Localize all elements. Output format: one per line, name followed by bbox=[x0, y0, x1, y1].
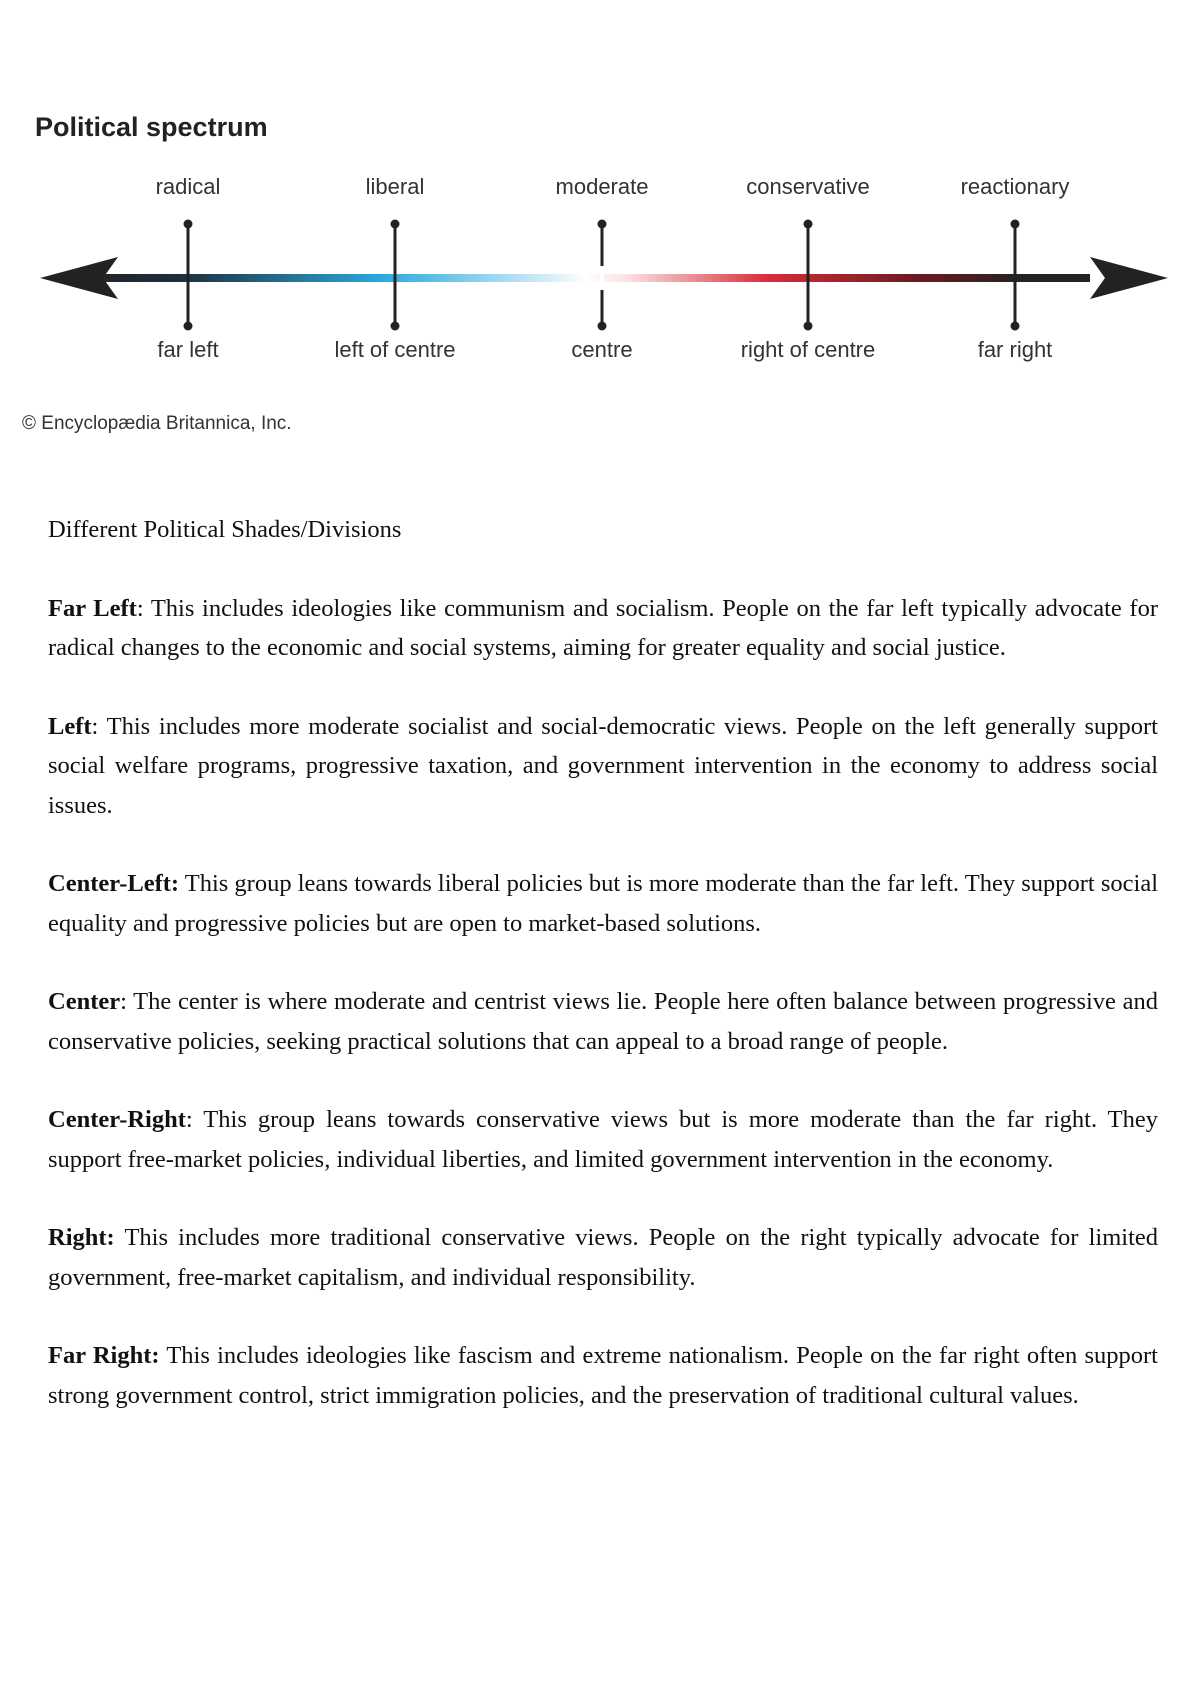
tick-dot-liberal-bottom bbox=[391, 322, 400, 331]
spectrum-diagram bbox=[0, 160, 1200, 380]
political-spectrum-figure bbox=[0, 0, 1200, 460]
definition-center-left: This group leans towards liberal policies but is more moderate than the far left. They support social equality and progressive policies but are open to market-based solutions. bbox=[48, 870, 1158, 937]
paragraph-center-right bbox=[48, 1100, 1158, 1179]
tick-dot-reactionary-bottom bbox=[1011, 322, 1020, 331]
label-reactionary: reactionary bbox=[960, 174, 1070, 199]
label-far-right: far right bbox=[977, 337, 1053, 362]
term-left: Left bbox=[48, 712, 92, 740]
term-right: Right: bbox=[48, 1224, 115, 1251]
definition-left: This includes more moderate socialist and social-democratic views. People on the left generally support social welfare programs, progressive taxation, and government intervention in the economy to address social issues. bbox=[48, 712, 1158, 819]
document-body bbox=[48, 510, 1158, 1454]
label-far-left: far left bbox=[157, 337, 219, 362]
definition-far-right: This includes ideologies like fascism and extreme nationalism. People on the far right often support strong government control, strict immigration policies, and the preservation of traditional cultural values. bbox=[48, 1342, 1158, 1409]
term-center-left: Center-Left: bbox=[48, 870, 180, 897]
term-far-right: Far Right: bbox=[48, 1342, 160, 1369]
separator: : bbox=[91, 712, 107, 740]
document-heading: Different Political Shades/Divisions bbox=[48, 516, 402, 543]
spectrum-axis bbox=[90, 274, 1090, 282]
copyright-credit: © Encyclopædia Britannica, Inc. bbox=[22, 413, 292, 434]
label-conservative: conservative bbox=[746, 174, 870, 199]
term-center: Center bbox=[48, 988, 121, 1015]
term-center-right: Center-Right bbox=[48, 1106, 186, 1133]
separator: : bbox=[185, 1106, 204, 1133]
paragraph-center bbox=[48, 982, 1158, 1061]
paragraph-center-left bbox=[48, 864, 1158, 943]
definition-right: This includes more traditional conservative views. People on the right typically advocate for limited government, free-market capitalism, and individual responsibility. bbox=[48, 1224, 1159, 1291]
label-centre: centre bbox=[571, 337, 633, 362]
paragraph-far-left bbox=[48, 589, 1158, 668]
tick-dot-moderate-top bbox=[598, 220, 607, 229]
tick-dot-conservative-bottom bbox=[804, 322, 813, 331]
definition-center-right: This group leans towards conservative views but is more moderate than the far right. They support free-market policies, individual liberties, and limited government intervention in the economy. bbox=[48, 1106, 1158, 1173]
tick-dot-radical-top bbox=[184, 220, 193, 229]
tick-dot-liberal-top bbox=[391, 220, 400, 229]
paragraph-left bbox=[48, 707, 1158, 826]
definition-center: The center is where moderate and centrist views lie. People here often balance between progressive and conservative policies, seeking practical solutions that can appeal to a broad range of people. bbox=[48, 988, 1158, 1055]
separator: : bbox=[120, 988, 134, 1015]
tick-dot-moderate-bottom bbox=[598, 322, 607, 331]
separator bbox=[115, 1224, 125, 1251]
figure-title: Political spectrum bbox=[35, 112, 268, 142]
label-liberal: liberal bbox=[365, 174, 425, 199]
label-right-of-centre: right of centre bbox=[740, 337, 876, 362]
tick-dot-conservative-top bbox=[804, 220, 813, 229]
definition-far-left: This includes ideologies like communism and socialism. People on the far left typically advocate for radical changes to the economic and social systems, aiming for greater equality and social justice. bbox=[48, 594, 1158, 661]
paragraph-far-right bbox=[48, 1336, 1158, 1415]
label-moderate: moderate bbox=[555, 174, 649, 199]
right-arrowhead-icon bbox=[1090, 257, 1168, 299]
label-radical: radical bbox=[155, 174, 221, 199]
separator: : bbox=[136, 594, 151, 622]
label-left-of-centre: left of centre bbox=[334, 337, 456, 362]
term-far-left: Far Left bbox=[48, 594, 137, 622]
tick-dot-reactionary-top bbox=[1011, 220, 1020, 229]
paragraph-right bbox=[48, 1218, 1158, 1297]
tick-dot-radical-bottom bbox=[184, 322, 193, 331]
tick-centre-gap bbox=[600, 266, 604, 290]
